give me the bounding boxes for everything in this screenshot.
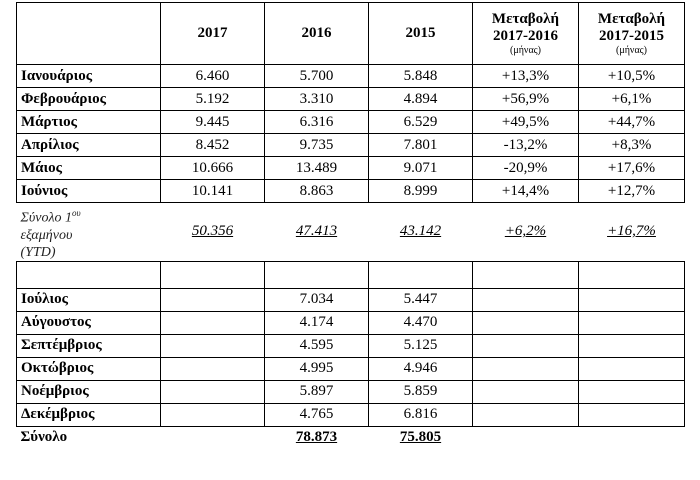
change-2017-2015: +44,7%: [579, 111, 685, 134]
change-2017-2016: [473, 311, 579, 334]
change-2017-2016: -20,9%: [473, 157, 579, 180]
value-2016: 4.765: [265, 403, 369, 426]
month-label: Φεβρουάριος: [17, 88, 161, 111]
header-change2-line1: Μεταβολή: [597, 11, 666, 27]
blank-cell: [579, 261, 685, 288]
value-2016: 5.897: [265, 380, 369, 403]
header-change2-line2: 2017-2015: [599, 28, 664, 44]
table-row: [17, 157, 685, 180]
month-label: Δεκέμβριος: [17, 403, 161, 426]
value-2016: 5.700: [265, 65, 369, 88]
blank-cell: [369, 261, 473, 288]
table-row: [17, 403, 685, 426]
blank-row: [17, 261, 685, 288]
value-2016: 4.174: [265, 311, 369, 334]
change-2017-2015: +6,1%: [579, 88, 685, 111]
value-2017: 6.460: [161, 65, 265, 88]
value-2015: 5.859: [369, 380, 473, 403]
ytd-row: [17, 203, 685, 262]
table-row: [17, 88, 685, 111]
blank-cell: [161, 261, 265, 288]
change-2017-2015: +12,7%: [579, 180, 685, 203]
value-2017: [161, 403, 265, 426]
header-2017: 2017: [161, 3, 265, 65]
total-row: [17, 426, 685, 449]
value-2015: 4.470: [369, 311, 473, 334]
header-change1-line2: 2017-2016: [493, 28, 558, 44]
header-change-2017-2016: [473, 3, 579, 65]
month-label: Ιανουάριος: [17, 65, 161, 88]
value-2016: 4.995: [265, 357, 369, 380]
monthly-table: [16, 2, 685, 449]
header-2015: 2015: [369, 3, 473, 65]
change-2017-2016: [473, 288, 579, 311]
blank-cell: [473, 261, 579, 288]
value-2016: 13.489: [265, 157, 369, 180]
value-2016: 6.316: [265, 111, 369, 134]
month-label: Νοέμβριος: [17, 380, 161, 403]
total-label: Σύνολο: [20, 429, 68, 446]
header-change1-sub: (μήνας): [510, 45, 541, 56]
month-label: Αύγουστος: [17, 311, 161, 334]
header-change-2017-2015: [579, 3, 685, 65]
value-2017: [161, 380, 265, 403]
table-row: [17, 180, 685, 203]
month-label: Απρίλιος: [17, 134, 161, 157]
value-2015: 8.999: [369, 180, 473, 203]
change-2017-2016: +14,4%: [473, 180, 579, 203]
value-2017: 5.192: [161, 88, 265, 111]
value-2017: [161, 357, 265, 380]
value-2015: 6.529: [369, 111, 473, 134]
value-2017: [161, 311, 265, 334]
header-row: [17, 3, 685, 65]
header-change2-sub: (μήνας): [616, 45, 647, 56]
value-2016: 4.595: [265, 334, 369, 357]
blank-cell: [265, 261, 369, 288]
total-change1: [473, 426, 579, 449]
month-label: Ιούνιος: [17, 180, 161, 203]
total-2015: 75.805: [399, 429, 442, 446]
change-2017-2015: [579, 311, 685, 334]
value-2015: 9.071: [369, 157, 473, 180]
header-empty-cell: [17, 3, 161, 65]
ytd-change-2017-2015: +16,7%: [607, 223, 656, 240]
ytd-change-2017-2016: +6,2%: [504, 223, 547, 240]
change-2017-2015: [579, 403, 685, 426]
total-change2: [579, 426, 685, 449]
table-row: [17, 334, 685, 357]
change-2017-2015: [579, 334, 685, 357]
change-2017-2015: +17,6%: [579, 157, 685, 180]
value-2016: 3.310: [265, 88, 369, 111]
value-2016: 8.863: [265, 180, 369, 203]
month-label: Μάιος: [17, 157, 161, 180]
table-row: [17, 357, 685, 380]
change-2017-2016: [473, 403, 579, 426]
change-2017-2016: +56,9%: [473, 88, 579, 111]
total-2016: 78.873: [295, 429, 338, 446]
value-2017: 8.452: [161, 134, 265, 157]
change-2017-2016: +49,5%: [473, 111, 579, 134]
value-2015: 6.816: [369, 403, 473, 426]
month-label: Ιούλιος: [17, 288, 161, 311]
change-2017-2015: +8,3%: [579, 134, 685, 157]
change-2017-2015: +10,5%: [579, 65, 685, 88]
month-label: Οκτώβριος: [17, 357, 161, 380]
month-label: Μάρτιος: [17, 111, 161, 134]
blank-cell: [17, 261, 161, 288]
value-2017: [161, 288, 265, 311]
value-2016: 7.034: [265, 288, 369, 311]
value-2017: 10.666: [161, 157, 265, 180]
ytd-label: Σύνολο $1^{o\upsilon}$ εξαμήνου (YTD): [20, 208, 81, 260]
value-2015: 5.447: [369, 288, 473, 311]
table-row: [17, 288, 685, 311]
value-2017: 10.141: [161, 180, 265, 203]
change-2017-2016: [473, 357, 579, 380]
change-2017-2016: -13,2%: [473, 134, 579, 157]
value-2015: 4.894: [369, 88, 473, 111]
change-2017-2015: [579, 288, 685, 311]
ytd-2016: 47.413: [295, 223, 338, 240]
total-2017: [161, 426, 265, 449]
table-row: [17, 111, 685, 134]
value-2016: 9.735: [265, 134, 369, 157]
change-2017-2015: [579, 357, 685, 380]
value-2017: 9.445: [161, 111, 265, 134]
header-2016: 2016: [265, 3, 369, 65]
table-row: [17, 311, 685, 334]
change-2017-2016: [473, 380, 579, 403]
value-2017: [161, 334, 265, 357]
header-change1-line1: Μεταβολή: [491, 11, 560, 27]
value-2015: 5.848: [369, 65, 473, 88]
month-label: Σεπτέμβριος: [17, 334, 161, 357]
table-row: [17, 380, 685, 403]
change-2017-2016: [473, 334, 579, 357]
value-2015: 4.946: [369, 357, 473, 380]
table-row: [17, 134, 685, 157]
value-2015: 7.801: [369, 134, 473, 157]
value-2015: 5.125: [369, 334, 473, 357]
table-row: [17, 65, 685, 88]
change-2017-2016: +13,3%: [473, 65, 579, 88]
change-2017-2015: [579, 380, 685, 403]
ytd-2015: 43.142: [399, 223, 442, 240]
ytd-2017: 50.356: [191, 223, 234, 240]
